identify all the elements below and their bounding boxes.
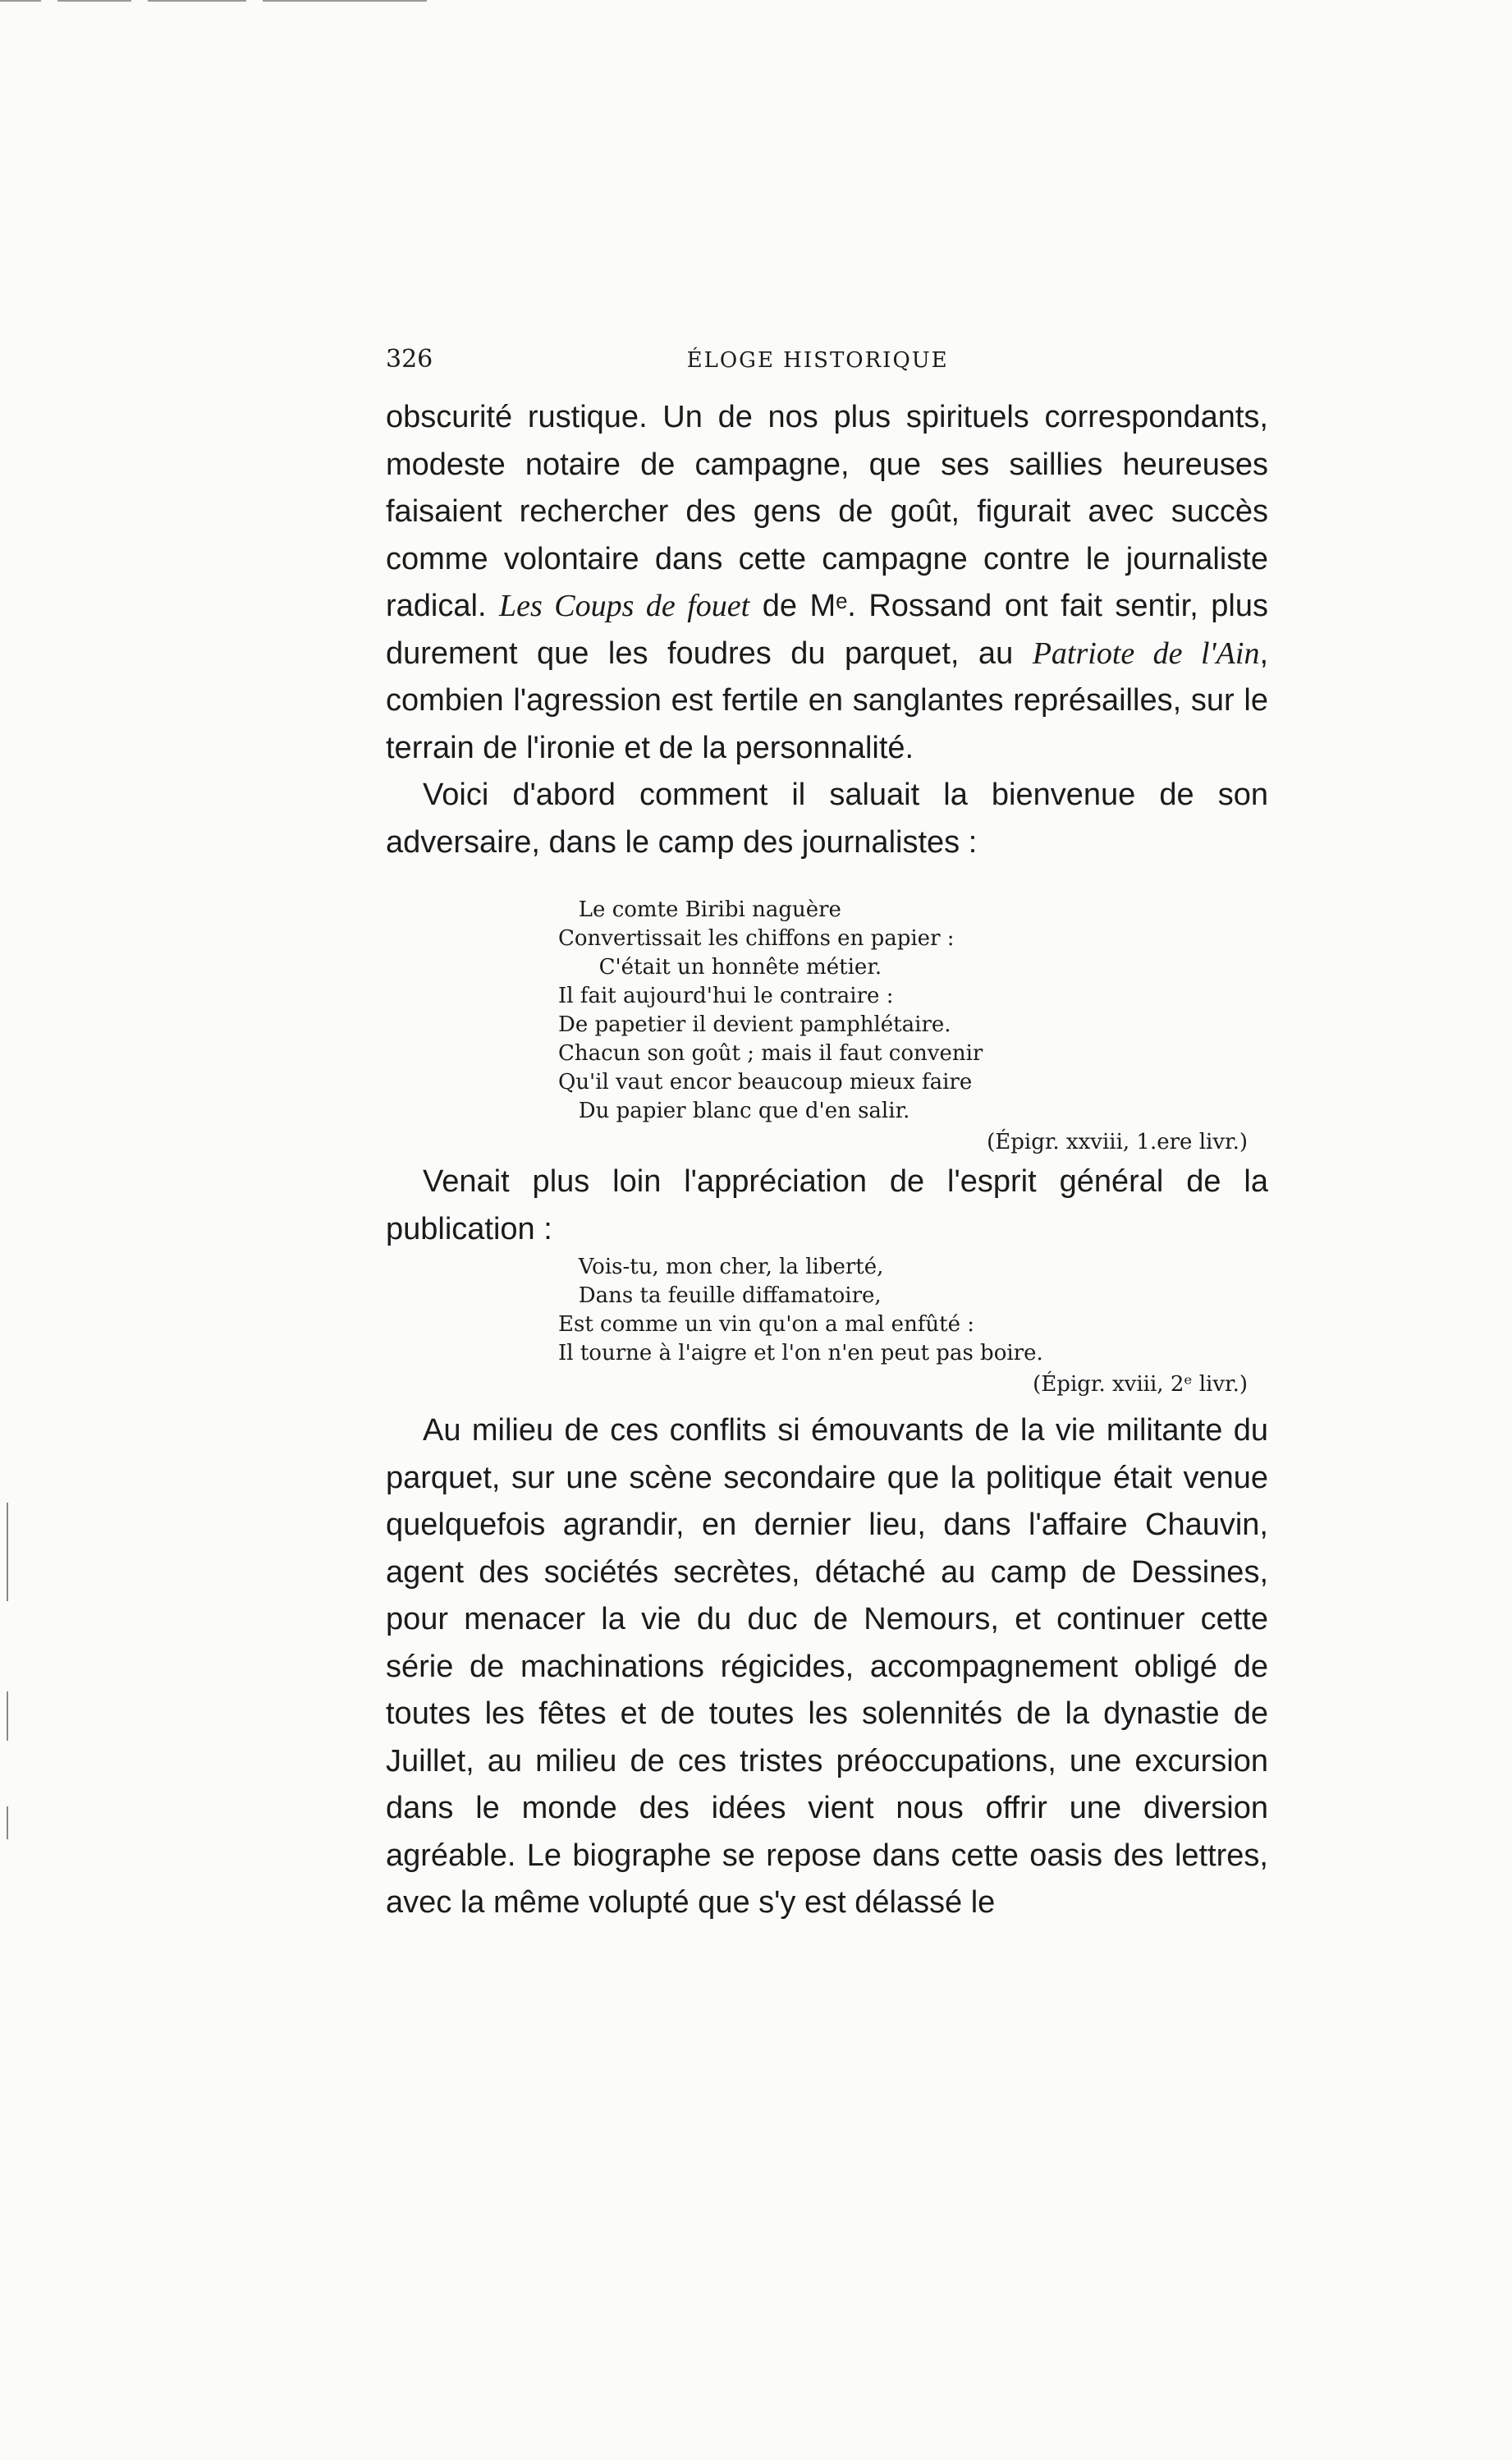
paragraph-1 [386,394,1268,772]
margin-scan-mark [7,1806,8,1839]
epigram-2-citation: (Épigr. xviii, 2ᵉ livr.) [1033,1372,1248,1397]
verse-line: Le comte Biribi naguère [558,897,841,922]
verse-line: Il tourne à l'aigre et l'on n'en peut pas boire. [558,1341,1043,1365]
verse-line: Dans ta feuille diffamatoire, [558,1283,882,1308]
verse-line: Chacun son goût ; mais il faut convenir [558,1041,983,1066]
verse-line: C'était un honnête métier. [558,955,882,980]
verse-line: De papetier il devient pamphlétaire. [558,1012,951,1037]
verse-line: Est comme un vin qu'on a mal enfûté : [558,1312,975,1337]
running-title: ÉLOGE HISTORIQUE [686,348,949,373]
body-text [386,394,1268,866]
epigram-1 [558,896,1268,1126]
paragraph-3: Venait plus loin l'appréciation de l'esprit général de la publication : [386,1164,1268,1246]
verse-line: Du papier blanc que d'en salir. [558,1099,910,1123]
epigram-2 [558,1253,1268,1368]
italic-work-title: Les Coups de fouet [499,589,750,623]
page-number: 326 [386,345,433,374]
margin-scan-mark [7,1503,8,1601]
top-scan-edge [0,0,443,2]
italic-newspaper-title: Patriote de l'Ain [1032,636,1260,671]
margin-scan-mark [7,1691,8,1741]
verse-line: Vois-tu, mon cher, la liberté, [558,1255,884,1279]
epigram-1-citation: (Épigr. xxviii, 1.ere livr.) [987,1130,1248,1154]
paragraph-1-text-c: , combien l'agression est fertile en sanglantes représailles, sur le terrain de l'ironie et de la personnalité. [386,636,1268,765]
body-text [386,1159,1268,1253]
body-text [386,1407,1268,1927]
paragraph-1-text-b: de Mᵉ. Rossand ont fait sentir, plus durement que les foudres du parquet, au [386,589,1268,671]
paragraph-4: Au milieu de ces conflits si émouvants de la vie militante du parquet, sur une scène secondaire que la politique était venue quelquefois agrandir, en dernier lieu, dans l'affaire Chauvin, agent des sociétés secrètes, détaché au camp de Dessines, pour menacer la vie du duc de Nemours, et continuer cette série de machinations régicides, accompagnement obligé de toutes les fêtes et de toutes les solennités de la dynastie de Juillet, au milieu de ces tristes préoccupations, une excursion dans le monde des idées vient nous offrir une diversion agréable. Le biographe se repose dans cette oasis des lettres, avec la même volupté que s'y est délassé le [386,1413,1268,1920]
paragraph-1-text-a: obscurité rustique. Un de nos plus spirituels correspondants, modeste notaire de campagne, que ses saillies heureuses faisaient rechercher des gens de goût, figurait avec succès comme volontaire dans cette campagne contre le journaliste radical. [386,400,1268,623]
verse-line: Qu'il vaut encor beaucoup mieux faire [558,1070,973,1095]
verse-line: Il fait aujourd'hui le contraire : [558,984,894,1008]
book-page [386,345,1268,1927]
verse-line: Convertissait les chiffons en papier : [558,926,955,951]
running-header [386,345,1268,394]
paragraph-2: Voici d'abord comment il saluait la bienvenue de son adversaire, dans le camp des journalistes : [386,778,1268,860]
